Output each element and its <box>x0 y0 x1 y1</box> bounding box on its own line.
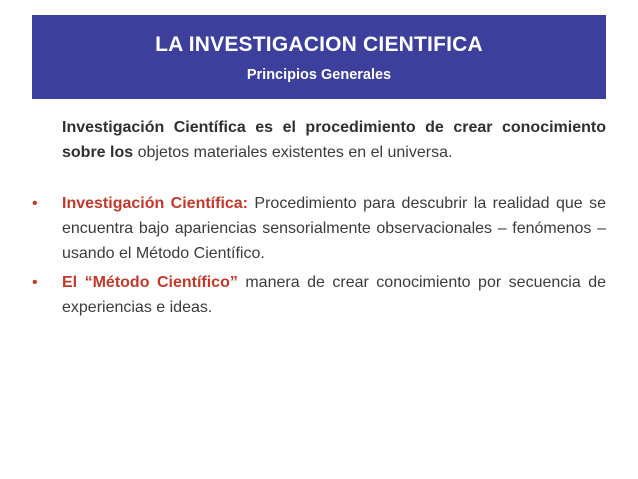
slide-subtitle: Principios Generales <box>246 67 392 83</box>
bullet-marker: • <box>32 274 38 291</box>
intro-rest-text: objetos materiales existentes en el universa. <box>133 144 453 161</box>
bullet-text: Procedimiento para descubrir la realidad que se encuentra bajo apariencias sensorialmente observacionales – fenómenos – usando el Método Científico. <box>62 195 606 262</box>
title-banner <box>32 15 606 99</box>
bullet-marker: • <box>32 195 38 212</box>
bullet-term: El “Método Científico” <box>62 274 238 291</box>
bullet-item-2 <box>28 270 606 320</box>
intro-paragraph <box>62 115 606 165</box>
intro-bold-text: Investigación Científica es el procedimiento de crear conocimiento sobre los <box>62 119 606 161</box>
bullet-term: Investigación Científica: <box>62 195 249 212</box>
slide-title: LA INVESTIGACION CIENTIFICA <box>155 33 483 56</box>
bullet-item-1 <box>28 191 606 266</box>
bullet-text: manera de crear conocimiento por secuencia de experiencias e ideas. <box>62 274 606 316</box>
slide-body <box>28 115 606 324</box>
